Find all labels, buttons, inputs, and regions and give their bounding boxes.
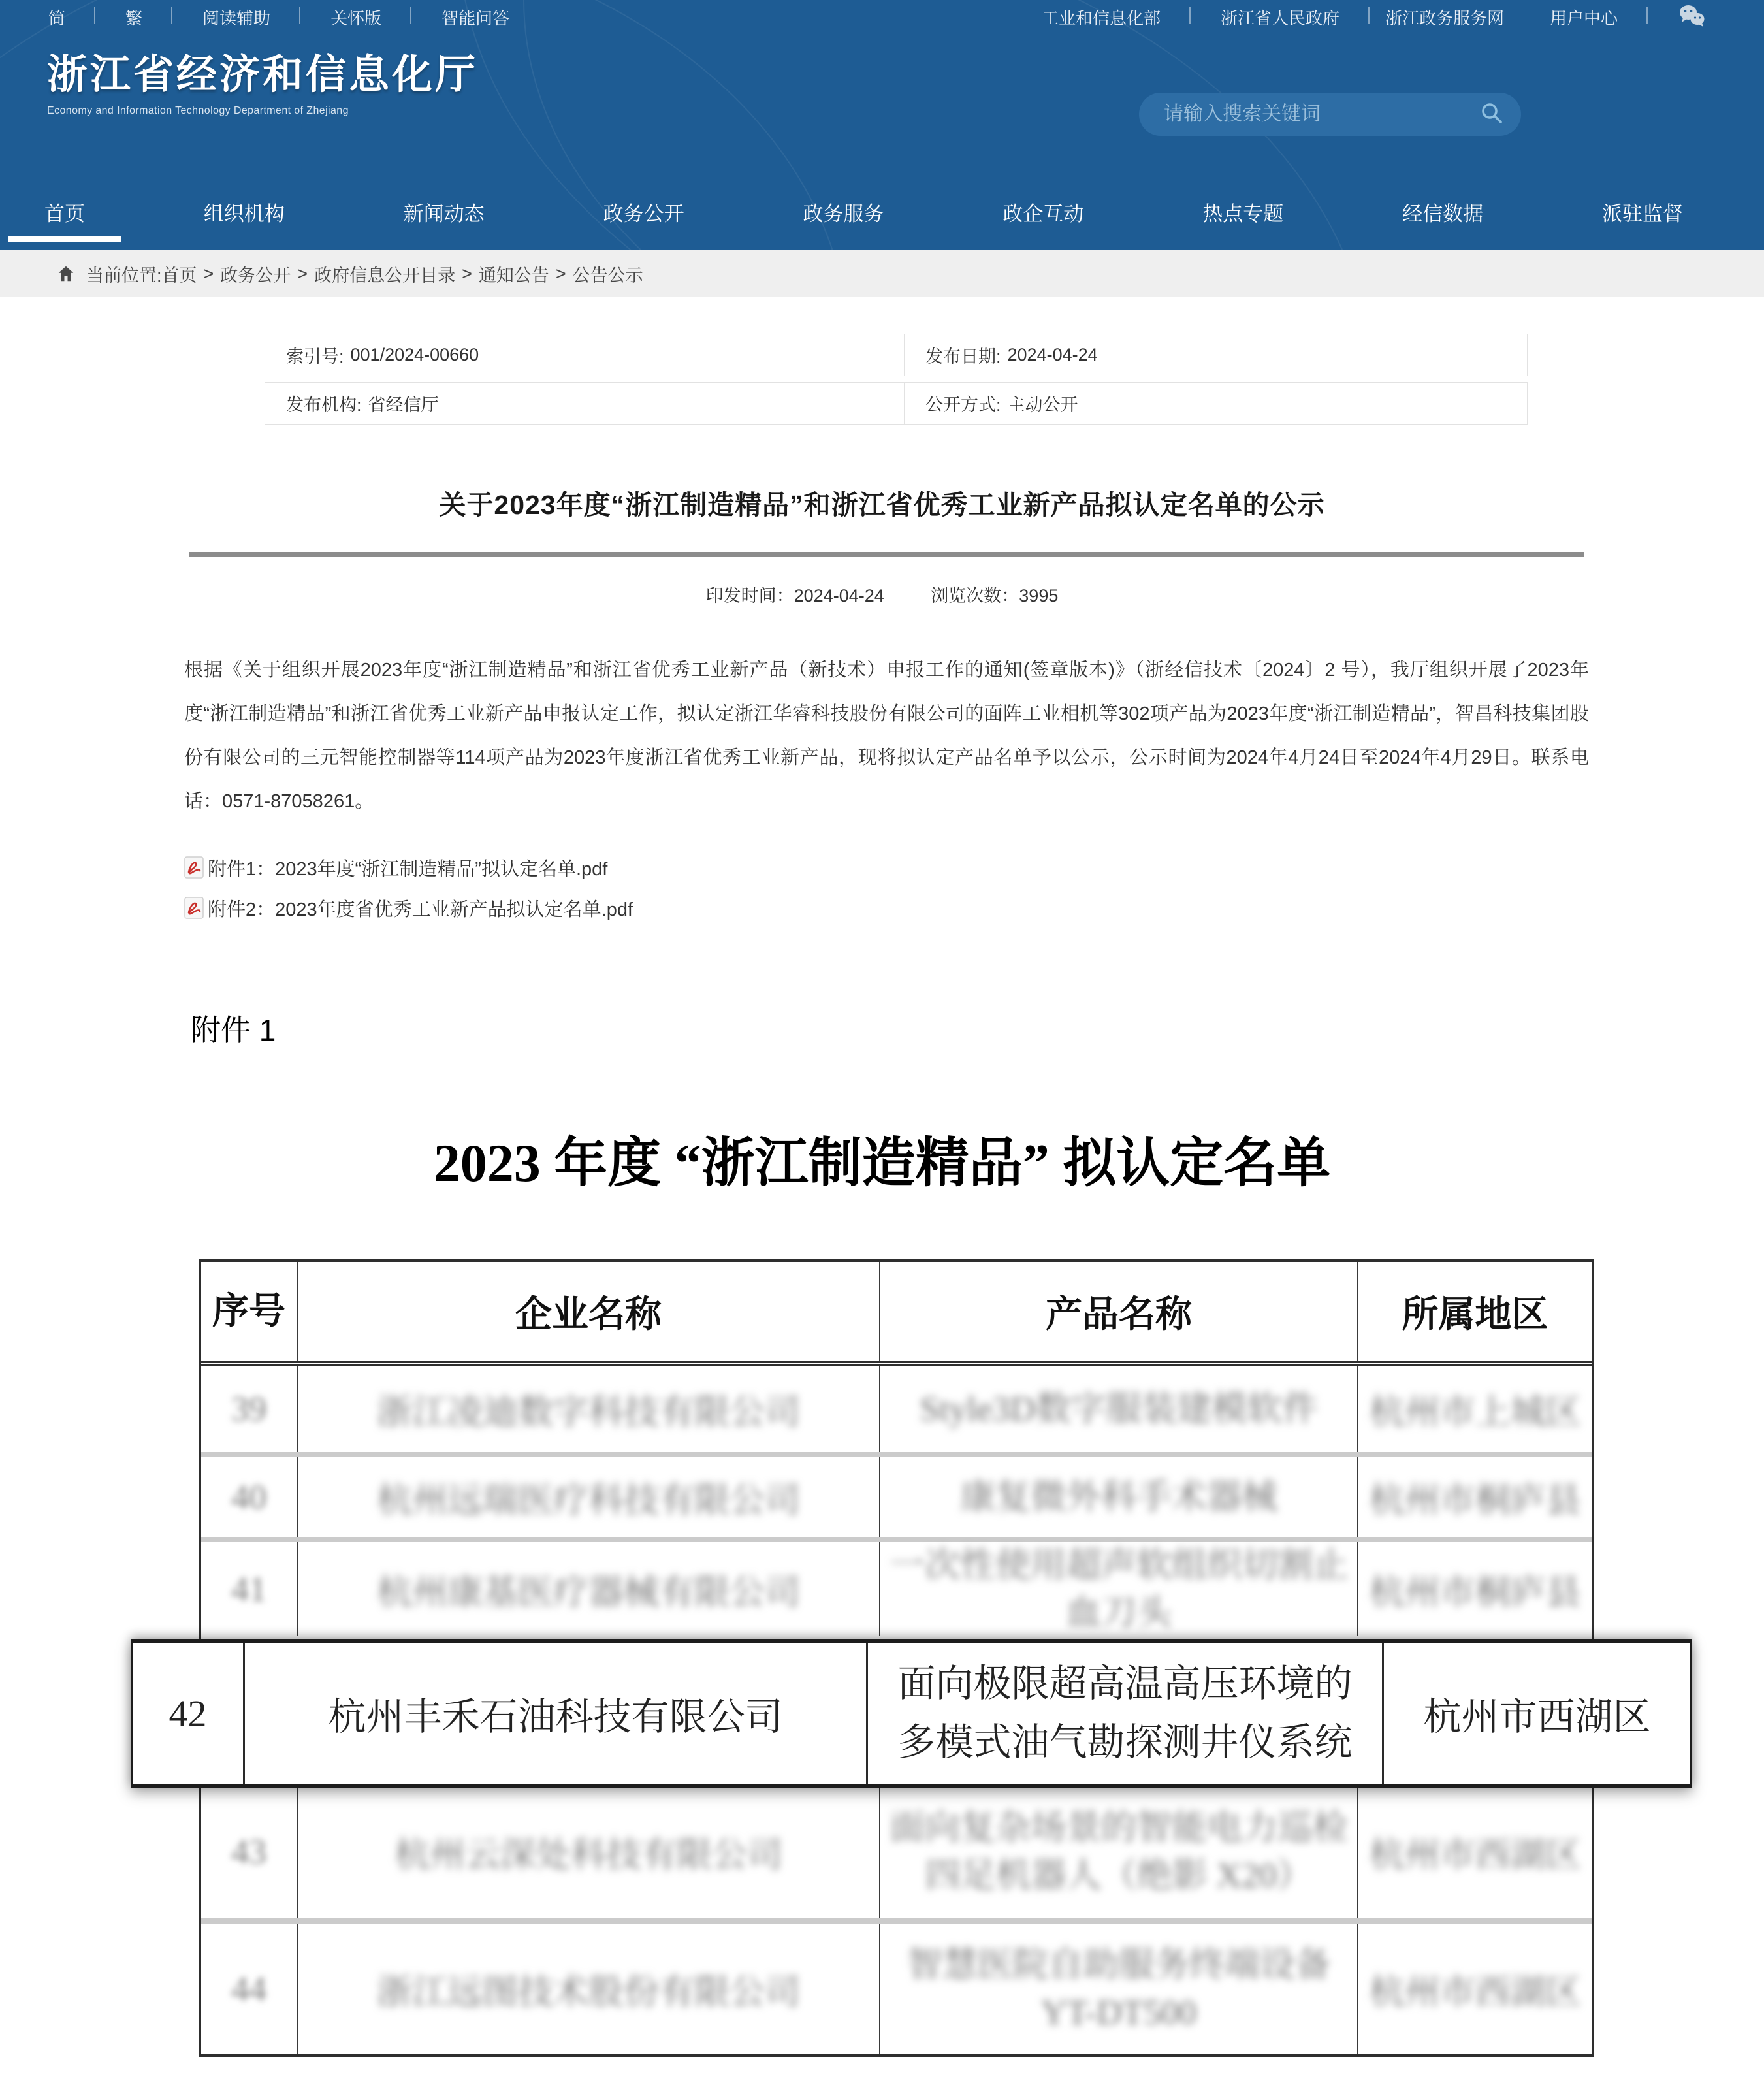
header-company: 企业名称: [297, 1262, 879, 1361]
site-title: 浙江省经济和信息化厅: [47, 52, 479, 97]
print-date-label: 印发时间：: [705, 586, 794, 605]
breadcrumb-home[interactable]: 首页: [161, 265, 197, 285]
breadcrumb-separator: >: [203, 263, 214, 283]
article-body: 根据《关于组织开展2023年度“浙江制造精品”和浙江省优秀工业新产品（新技术）申报工作的通知(签章版本)》（浙经信技术〔2024〕2 号），我厅组织开展了2023年度“浙江制造精品”和浙江省优秀工业新产品申报认定工作，拟认定浙江华睿科技股份有限公司的面阵工业相机等302项产品为2023年度“浙江制造精品”，智昌科技集团股份有限公司的三元智能控制器等114项产品为2023年度浙江省优秀工业新产品，现将拟认定产品名单予以公示，公示时间为2024年4月24日至2024年4月29日。联系电话：0571-87058261。: [184, 660, 1589, 812]
attachment-1-link[interactable]: 附件1：2023年度“浙江制造精品”拟认定名单.pdf: [208, 858, 608, 880]
row-company: 浙江远图技术股份有限公司: [377, 1972, 800, 2012]
nav-hot-topics[interactable]: 热点专题: [1202, 202, 1284, 225]
row-company: 杭州云深处科技有限公司: [394, 1835, 782, 1875]
breadcrumb-info-catalog[interactable]: 政府信息公开目录: [314, 265, 456, 285]
row-product: 面向复杂场景的智能电力巡检四足机器人（绝影 X20）: [890, 1808, 1348, 1895]
annex-heading: 附件 1: [191, 1013, 276, 1047]
search-icon[interactable]: [1479, 101, 1504, 129]
breadcrumb-separator: >: [297, 263, 308, 283]
publish-date-value: 2024-04-24: [1007, 345, 1098, 364]
care-version-link[interactable]: 关怀版: [330, 8, 382, 28]
zj-service-link[interactable]: 浙江政务服务网: [1385, 8, 1504, 28]
topbar: [0, 0, 1764, 30]
breadcrumb-notices[interactable]: 通知公告: [478, 265, 549, 285]
user-center-link[interactable]: 用户中心: [1549, 8, 1618, 28]
nav-news[interactable]: 新闻动态: [403, 202, 485, 225]
topbar-left-links: [18, 5, 539, 29]
disclosure-mode-label: 公开方式:: [925, 395, 1001, 415]
views-label: 浏览次数：: [931, 586, 1019, 605]
row-region: 杭州市西湖区: [1369, 1835, 1581, 1875]
header-region: 所属地区: [1357, 1262, 1592, 1361]
pdf-icon: [184, 897, 204, 919]
breadcrumb-separator: >: [462, 263, 472, 283]
row-product: 康复微外科手术器械: [960, 1477, 1277, 1517]
pdf-icon: [184, 856, 204, 879]
row-no: 42: [168, 1692, 207, 1735]
nav-gov-disclosure[interactable]: 政务公开: [603, 202, 684, 225]
breadcrumb-separator: >: [555, 263, 566, 283]
info-cell-date: [904, 334, 1528, 376]
row-no: 40: [231, 1477, 266, 1517]
publish-org-value: 省经信厅: [368, 395, 439, 415]
breadcrumb-prefix: 当前位置:: [86, 265, 162, 285]
info-cell-mode: [904, 382, 1528, 425]
site-logo: [47, 42, 478, 117]
row-company: 杭州康基医疗器械有限公司: [377, 1572, 800, 1612]
publish-org-label: 发布机构:: [286, 395, 362, 415]
row-product: 面向极限超高温高压环境的多模式油气勘探测井仪系统: [866, 1643, 1382, 1784]
attachment-row: [184, 888, 1764, 928]
row-product: 一次性使用超声软组织切割止血刀头: [890, 1545, 1348, 1632]
miit-link[interactable]: 工业和信息化部: [1041, 8, 1161, 28]
nav-interaction[interactable]: 政企互动: [1002, 202, 1084, 225]
row-product: Style3D数字服装建模软件: [920, 1389, 1318, 1428]
breadcrumb: [0, 250, 1764, 297]
wechat-icon[interactable]: [1678, 4, 1707, 31]
info-cell-org: [265, 382, 905, 425]
row-no: 41: [231, 1570, 266, 1609]
row-region: 杭州市上城区: [1369, 1392, 1581, 1432]
info-cell-index: [265, 334, 905, 376]
search-box[interactable]: [1139, 93, 1521, 136]
table-row: [201, 1452, 1592, 1537]
search-input[interactable]: [1163, 103, 1479, 126]
row-company: 杭州远瑞医疗科技有限公司: [377, 1480, 800, 1520]
row-no: 43: [231, 1832, 266, 1871]
header-product: 产品名称: [879, 1262, 1357, 1361]
header-no: 序号: [212, 1291, 285, 1332]
table-row: [201, 1918, 1592, 2054]
nav-gov-services[interactable]: 政务服务: [803, 202, 884, 225]
print-date-value: 2024-04-24: [794, 586, 884, 605]
row-region: 杭州市西湖区: [1382, 1643, 1690, 1784]
row-company: 杭州丰禾石油科技有限公司: [243, 1643, 866, 1784]
article-title: 关于2023年度“浙江制造精品”和浙江省优秀工业新产品拟认定名单的公示: [439, 490, 1325, 520]
brand-row: [0, 30, 1764, 176]
breadcrumb-gov-disclosure[interactable]: 政务公开: [220, 265, 291, 285]
lang-traditional-link[interactable]: 繁: [125, 8, 143, 28]
row-region: 杭州市西湖区: [1369, 1972, 1581, 2012]
row-company: 浙江凌迪数字科技有限公司: [377, 1392, 800, 1432]
table-row: [201, 1366, 1592, 1452]
publish-date-label: 发布日期:: [925, 347, 1001, 366]
main-navigation: [0, 176, 1764, 250]
lang-simplified-link[interactable]: 简: [48, 8, 66, 28]
title-divider: [189, 552, 1584, 557]
index-label: 索引号:: [286, 347, 344, 366]
row-product: 智慧医院自助服务终端设备 YT-DT500: [907, 1945, 1330, 2032]
product-list-table: [168, 1259, 1651, 2057]
article-meta: [0, 581, 1764, 607]
row-region: 杭州市桐庐县: [1369, 1572, 1581, 1612]
table-row: [201, 1537, 1592, 1636]
disclosure-mode-value: 主动公开: [1007, 395, 1078, 415]
site-title-english: Economy and Information Technology Department of Zhejiang: [47, 105, 349, 116]
smart-qa-link[interactable]: 智能问答: [441, 8, 510, 28]
row-no: 39: [231, 1389, 266, 1428]
nav-organization[interactable]: 组织机构: [203, 202, 285, 225]
table-row: [201, 1785, 1592, 1918]
highlighted-row-42: [131, 1639, 1692, 1788]
annex-list-title: 2023 年度 “浙江制造精品” 拟认定名单: [433, 1133, 1331, 1193]
views-count: 3995: [1019, 586, 1059, 605]
nav-data[interactable]: 经信数据: [1402, 202, 1484, 225]
nav-home[interactable]: 首页: [40, 178, 89, 249]
attachment-2-link[interactable]: 附件2：2023年度省优秀工业新产品拟认定名单.pdf: [208, 899, 633, 920]
zj-gov-link[interactable]: 浙江省人民政府: [1220, 8, 1339, 28]
reading-aid-link[interactable]: 阅读辅助: [202, 8, 271, 28]
attachments: [184, 847, 1764, 928]
home-icon: [56, 264, 76, 283]
table-header-row: [201, 1262, 1592, 1366]
site-header: [0, 0, 1764, 250]
content: [0, 334, 1764, 2057]
attachment-row: [184, 847, 1764, 888]
row-region: 杭州市桐庐县: [1369, 1480, 1581, 1520]
document-info-table: [265, 334, 1528, 425]
nav-supervision[interactable]: 派驻监督: [1602, 202, 1683, 225]
breadcrumb-announcements[interactable]: 公告公示: [572, 265, 643, 285]
index-value: 001/2024-00660: [350, 345, 479, 364]
topbar-right-links: [1012, 4, 1737, 31]
row-no: 44: [231, 1969, 266, 2008]
